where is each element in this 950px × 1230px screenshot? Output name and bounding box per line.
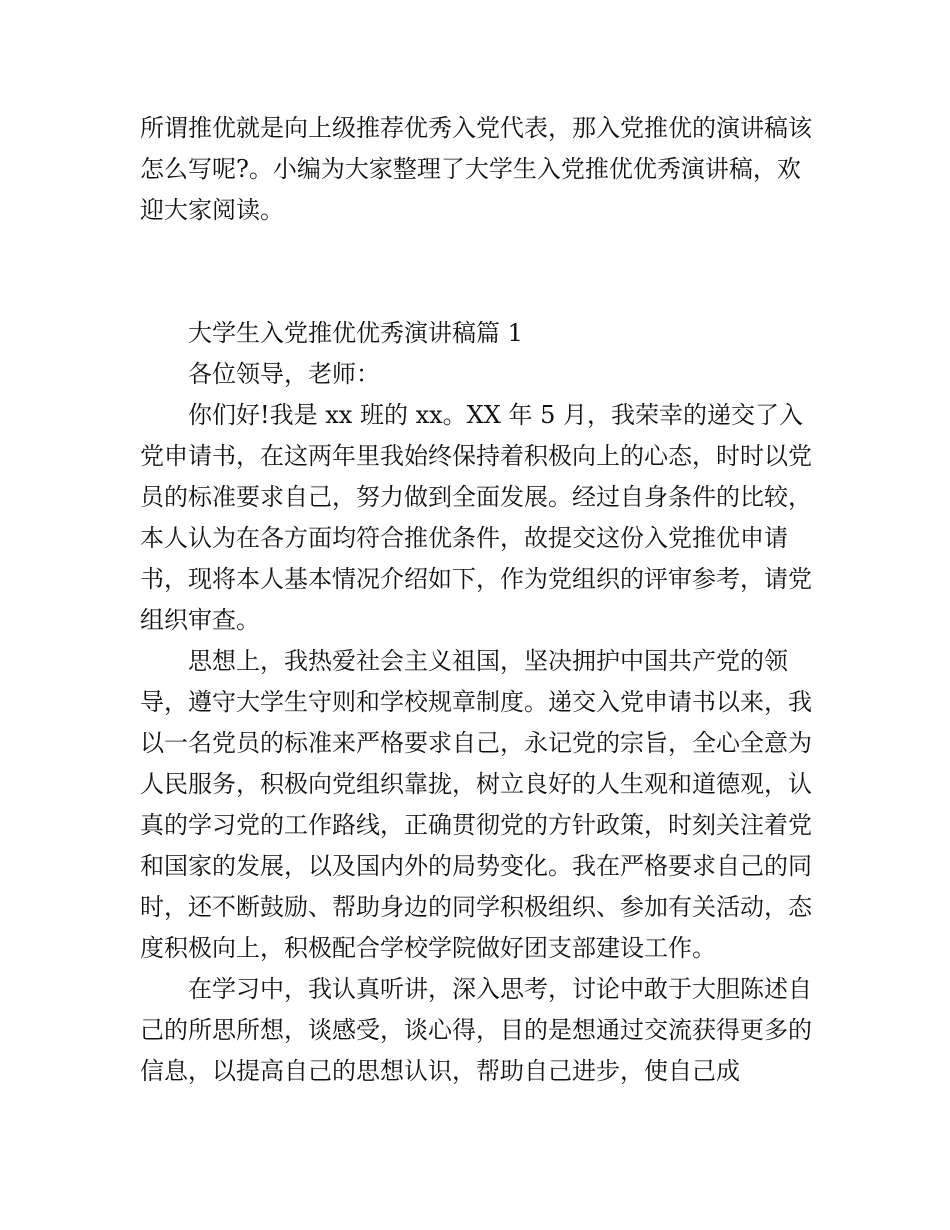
body-paragraph-1: 你们好!我是 xx 班的 xx。XX 年 5 月，我荣幸的递交了入党申请书，在这两年里我始终保持着积极向上的心态，时时以党员的标准要求自己，努力做到全面发展。经过自身条件的比较，本人认为在各方面均符合推优条件，故提交这份入党推优申请书，现将本人基本情况介绍如下，作为党组织的评审参考，请党组织审查。 (140, 401, 812, 634)
body-paragraph-2: 思想上，我热爱社会主义祖国，坚决拥护中国共产党的领导，遵守大学生守则和学校规章制度。递交入党申请书以来，我以一名党员的标准来严格要求自己，永记党的宗旨，全心全意为人民服务，积极向党组织靠拢，树立良好的人生观和道德观，认真的学习党的工作路线，正确贯彻党的方针政策，时刻关注着党和国家的发展，以及国内外的局势变化。我在严格要求自己的同时，还不断鼓励、帮助身边的同学积极组织、参加有关活动，态度积极向上，积极配合学校学院做好团支部建设工作。 (140, 647, 812, 962)
intro-paragraph: 所谓推优就是向上级推荐优秀入党代表，那入党推优的演讲稿该怎么写呢?。小编为大家整理了大学生入党推优优秀演讲稿，欢迎大家阅读。 (140, 114, 812, 224)
document-page (140, 108, 812, 1092)
body-paragraph-3: 在学习中，我认真听讲，深入思考，讨论中敢于大胆陈述自己的所思所想，谈感受，谈心得，目的是想通过交流获得更多的信息，以提高自己的思想认识，帮助自己进步，使自己成 (140, 975, 812, 1085)
salutation: 各位领导，老师： (188, 360, 380, 388)
paragraph-spacer (140, 231, 812, 313)
section-title: 大学生入党推优优秀演讲稿篇 1 (188, 319, 523, 347)
